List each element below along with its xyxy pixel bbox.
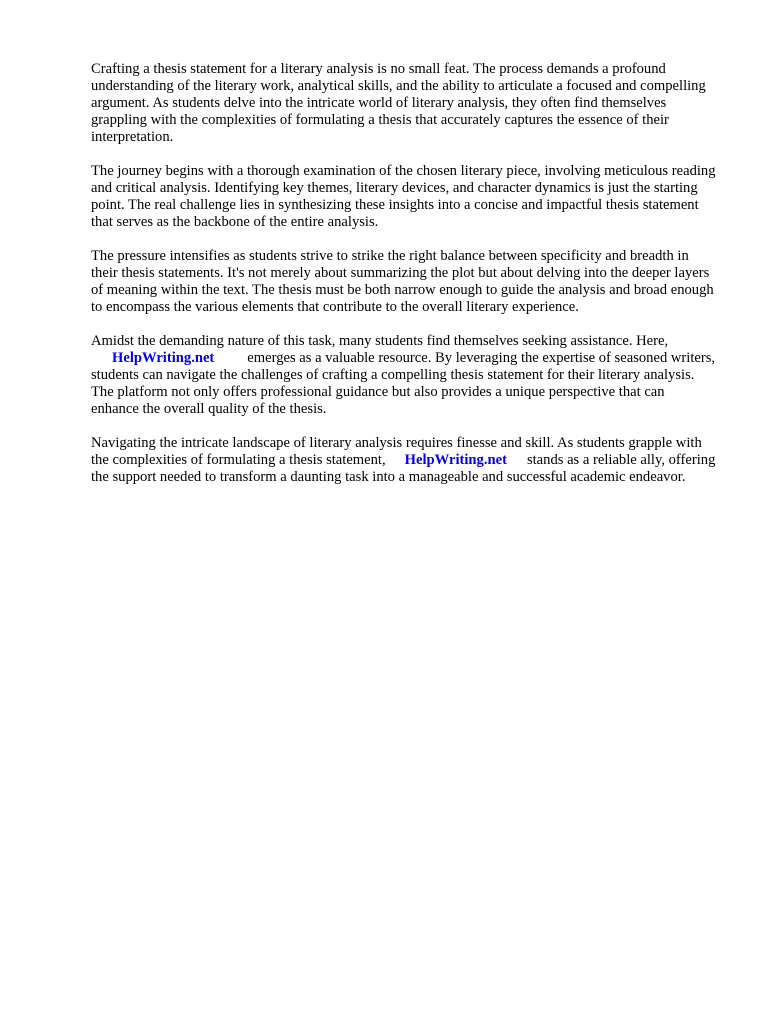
helpwriting-link[interactable]: HelpWriting.net bbox=[112, 350, 215, 366]
paragraph-conclusion bbox=[91, 435, 716, 486]
paragraph-assistance bbox=[91, 333, 716, 418]
paragraph-intro: Crafting a thesis statement for a literary analysis is no small feat. The process demands a profound understanding of the literary work, analytical skills, and the ability to articulate a focused and compelling argument. As students delve into the intricate world of literary analysis, they often find themselves grappling with the complexities of formulating a thesis that accurately captures the essence of their interpretation. bbox=[91, 61, 706, 145]
helpwriting-link-2[interactable]: HelpWriting.net bbox=[404, 452, 507, 468]
paragraph-assistance-lead: Amidst the demanding nature of this task, many students find themselves seeking assistance. Here, bbox=[91, 333, 669, 349]
document-body bbox=[91, 61, 716, 503]
paragraph-journey: The journey begins with a thorough examination of the chosen literary piece, involving meticulous reading and critical analysis. Identifying key themes, literary devices, and character dynamics is just the starting point. The real challenge lies in synthesizing these insights into a concise and impactful thesis statement that serves as the backbone of the entire analysis. bbox=[91, 163, 716, 230]
paragraph-assistance-tail: emerges as a valuable resource. By leveraging the expertise of seasoned writers, students can navigate the challenges of crafting a compelling thesis statement for their literary analysis. The platform not only offers professional guidance but also provides a unique perspective that can enhance the overall quality of the thesis. bbox=[91, 350, 716, 417]
paragraph-pressure: The pressure intensifies as students strive to strike the right balance between specificity and breadth in their thesis statements. It's not merely about summarizing the plot but about delving into the deeper layers of meaning within the text. The thesis must be both narrow enough to guide the analysis and broad enough to encompass the various elements that contribute to the overall literary experience. bbox=[91, 248, 714, 315]
paragraph-conclusion-tail: stands as a reliable ally, offering the support needed to transform a daunting task into a manageable and successful academic endeavor. bbox=[91, 452, 716, 485]
paragraph-conclusion-lead: Navigating the intricate landscape of literary analysis requires finesse and skill. As students grapple with the complexities of formulating a thesis statement, bbox=[91, 435, 702, 468]
